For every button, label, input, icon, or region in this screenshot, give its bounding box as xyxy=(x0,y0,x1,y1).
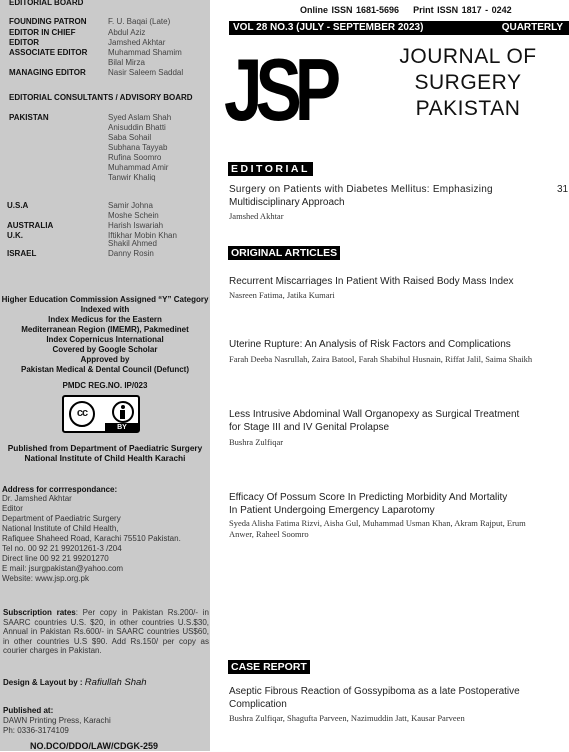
consultant-name: Anisuddin Bhatti xyxy=(108,123,166,132)
volume-issue: VOL 28 NO.3 (JULY - SEPTEMBER 2023) xyxy=(233,22,424,33)
name-associate-editor-1: Muhammad Shamim xyxy=(108,48,182,57)
country-australia: AUSTRALIA xyxy=(7,221,54,230)
indexing-line: Index Medicus for the Eastern xyxy=(48,315,162,324)
published-at-heading: Published at: xyxy=(3,706,54,715)
address-line: E mail: jsurgpakistan@yahoo.com xyxy=(2,564,124,573)
address-line: Website: www.jsp.org.pk xyxy=(2,574,89,583)
consultant-name: Samir Johna xyxy=(108,201,153,210)
indexing-line: Indexed with xyxy=(80,305,130,314)
volume-bar xyxy=(229,21,569,35)
address-line: National Institute of Child Health, xyxy=(2,524,119,533)
indexing-line: Index Copernicus International xyxy=(46,335,164,344)
name-editor-in-chief: Abdul Aziz xyxy=(108,28,146,37)
article-authors: Jamshed Akhtar xyxy=(229,211,284,221)
address-line: Editor xyxy=(2,504,23,513)
country-israel: ISRAEL xyxy=(7,249,37,258)
article-title[interactable]: Efficacy Of Possum Score In Predicting Morbidity And Mortality xyxy=(229,492,508,503)
section-header-editorial: EDITORIAL xyxy=(228,162,313,176)
country-pakistan: PAKISTAN xyxy=(9,113,49,122)
pmdc-registration: PMDC REG.NO. IP/023 xyxy=(62,381,148,390)
article-authors: Syeda Alisha Fatima Rizvi, Aisha Gul, Muhammad Usman Khan, Akram Rajput, Erum Anwer, Raheel Soomro xyxy=(229,518,526,539)
section-header-case-report: CASE REPORT xyxy=(228,660,310,674)
quarterly-label: QUARTERLY xyxy=(501,22,563,33)
journal-title-line: JOURNAL OF xyxy=(399,45,537,68)
journal-title-line: PAKISTAN xyxy=(415,97,521,120)
article-authors: Nasreen Fatima, Jatika Kumari xyxy=(229,290,335,300)
creative-commons-license-icon xyxy=(62,395,140,433)
address-line: Direct line 00 92 21 99201270 xyxy=(2,554,109,563)
article-title[interactable]: Surgery on Patients with Diabetes Mellitus: Emphasizing xyxy=(229,184,493,195)
consultant-name: Tanwir Khaliq xyxy=(108,173,156,182)
indexing-line: Mediterranean Region (IMEMR), Pakmedinet xyxy=(21,325,189,334)
sidebar-panel xyxy=(0,0,210,751)
consultant-name: Saba Sohail xyxy=(108,133,152,142)
indexing-line: Higher Education Commission Assigned “Y” Category xyxy=(1,295,209,304)
dco-number: NO.DCO/DDO/LAW/CDGK-259 xyxy=(30,741,159,751)
jsp-logo-text: JSP xyxy=(224,40,339,139)
consultant-name: Syed Aslam Shah xyxy=(108,113,172,122)
address-heading: Address for corrrespondance: xyxy=(2,485,118,494)
article-title[interactable]: for Stage III and IV Genital Prolapse xyxy=(229,422,390,433)
attribution-icon xyxy=(112,401,134,423)
indexing-line: Approved by xyxy=(80,355,130,364)
consultant-name: Muhammad Amir xyxy=(108,163,169,172)
article-title[interactable]: Less Intrusive Abdominal Wall Organopexy as Surgical Treatment xyxy=(229,409,520,420)
article-title[interactable]: Multidisciplinary Approach xyxy=(229,197,345,208)
consultant-name: Harish Iswariah xyxy=(108,221,164,230)
article-title[interactable]: Aseptic Fibrous Reaction of Gossypiboma as a late Postoperative xyxy=(229,686,520,697)
name-managing-editor: Nasir Saleem Saddal xyxy=(108,68,184,77)
published-from-line: Published from Department of Paediatric Surgery xyxy=(7,443,203,453)
role-editor-in-chief: EDITOR IN CHIEF xyxy=(9,28,76,37)
article-title[interactable]: Recurrent Miscarriages In Patient With Raised Body Mass Index xyxy=(229,276,514,287)
name-editor: Jamshed Akhtar xyxy=(108,38,166,47)
design-layout-credit: Design & Layout by : Rafiullah Shah xyxy=(3,677,147,688)
consultants-heading: EDITORIAL CONSULTANTS / ADVISORY BOARD xyxy=(9,93,193,102)
article-title[interactable]: In Patient Undergoing Emergency Laparotomy xyxy=(229,505,435,516)
role-managing-editor: MANAGING EDITOR xyxy=(9,68,86,77)
published-at-line: Ph: 0336-3174109 xyxy=(3,726,69,735)
indexing-line: Pakistan Medical & Dental Council (Defunct) xyxy=(20,365,190,374)
address-line: Department of Paediatric Surgery xyxy=(2,514,121,523)
subscription-rates: Subscription rates: Per copy in Pakistan Rs.200/- in SAARC countries U.S. $20, in other countries U.S.$30, Annual in Pakistan Rs.600/- in SAARC countries US$60, in other countries U.S $90. Add Rs.150/ per copy as courier charges in Pakistan. xyxy=(3,608,209,656)
consultant-name: Rufina Soomro xyxy=(108,153,162,162)
name-founding-patron: F. U. Baqai (Late) xyxy=(108,17,171,26)
journal-title xyxy=(368,44,568,122)
name-associate-editor-2: Bilal Mirza xyxy=(108,58,145,67)
article-authors: Bushra Zulfiqar xyxy=(229,437,284,447)
address-line: Tel no. 00 92 21 99201261-3 /204 xyxy=(2,544,122,553)
indexing-line: Covered by Google Scholar xyxy=(52,345,158,354)
article-authors: Farah Deeba Nasrullah, Zaira Batool, Farah Shabihul Husnain, Riffat Jalil, Saima Shaikh xyxy=(229,354,533,364)
consultant-name: Moshe Schein xyxy=(108,211,159,220)
published-at-line: DAWN Printing Press, Karachi xyxy=(3,716,111,725)
article-title[interactable]: Complication xyxy=(229,699,287,710)
consultant-name: Danny Rosin xyxy=(108,249,154,258)
cc-icon: cc xyxy=(69,401,95,427)
consultant-name: Iftikhar Mobin Khan xyxy=(108,231,177,240)
role-associate-editor: ASSOCIATE EDITOR xyxy=(9,48,88,57)
role-editor: EDITOR xyxy=(9,38,40,47)
issn-line: Online ISSN 1681-5696 Print ISSN 1817 - 0242 xyxy=(300,5,512,15)
country-usa: U.S.A xyxy=(7,201,29,210)
address-line: Rafiquee Shaheed Road, Karachi 75510 Pakistan. xyxy=(2,534,181,543)
jsp-logo xyxy=(224,40,339,139)
published-from-line: National Institute of Child Health Karachi xyxy=(24,453,186,463)
article-title[interactable]: Uterine Rupture: An Analysis of Risk Factors and Complications xyxy=(229,339,511,350)
address-line: Dr. Jamshed Akhtar xyxy=(2,494,72,503)
cc-by-label: BY xyxy=(105,423,139,432)
journal-title-line: SURGERY xyxy=(414,71,522,94)
page-number: 31 xyxy=(557,184,569,195)
consultant-name: Shakil Ahmed xyxy=(108,239,157,248)
article-authors: Bushra Zulfiqar, Shagufta Parveen, Nazimuddin Jatt, Kausar Parveen xyxy=(229,713,465,723)
section-header-original-articles: ORIGINAL ARTICLES xyxy=(228,246,340,260)
country-uk: U.K. xyxy=(7,231,23,240)
editorial-board-heading: EDITORIAL BOARD xyxy=(9,0,84,7)
role-founding-patron: FOUNDING PATRON xyxy=(9,17,87,26)
consultant-name: Subhana Tayyab xyxy=(108,143,168,152)
